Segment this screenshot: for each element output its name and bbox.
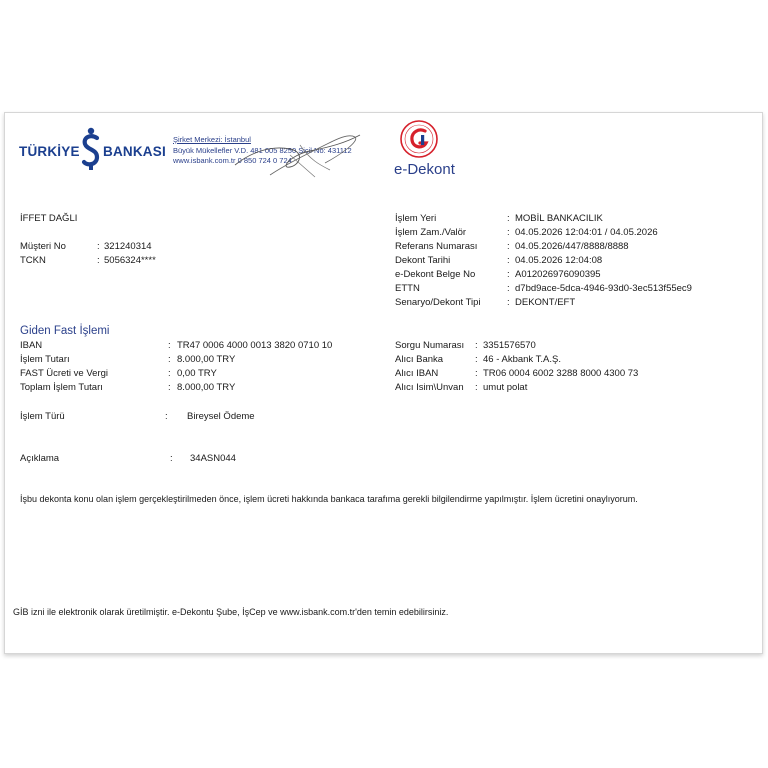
musteri-no-colon: : [97, 241, 100, 252]
info-colon: : [507, 255, 510, 266]
info-value: DEKONT/EFT [515, 297, 576, 308]
disclaimer-text: İşbu dekonta konu olan işlem gerçekleştirilmeden önce, işlem ücreti hakkında bankaca tarafıma gerekli bilgilendirme yapılmıştır. İşlem ücretini onaylıyorum. [20, 494, 638, 504]
info-colon: : [507, 241, 510, 252]
info-label: ETTN [395, 283, 420, 294]
islem-turu-colon: : [165, 411, 168, 422]
info-value: 04.05.2026/447/8888/8888 [515, 241, 629, 252]
detail-value: 46 - Akbank T.A.Ş. [483, 354, 561, 365]
detail-value: umut polat [483, 382, 528, 393]
info-value: MOBİL BANKACILIK [515, 213, 603, 224]
company-line-3: www.isbank.com.tr 0 850 724 0 724 [173, 156, 292, 165]
bank-name-left: TÜRKİYE [19, 144, 80, 159]
detail-colon: : [475, 382, 478, 393]
detail-colon: : [475, 354, 478, 365]
detail-colon: : [475, 340, 478, 351]
info-value: 04.05.2026 12:04:01 / 04.05.2026 [515, 227, 658, 238]
info-colon: : [507, 269, 510, 280]
musteri-no-value: 321240314 [104, 241, 152, 252]
detail-colon: : [475, 368, 478, 379]
detail-label: FAST Ücreti ve Vergi [20, 368, 108, 379]
musteri-no-label: Müşteri No [20, 241, 66, 252]
detail-value: 8.000,00 TRY [177, 354, 236, 365]
bank-name-right: BANKASI [103, 144, 166, 159]
info-colon: : [507, 213, 510, 224]
info-label: Senaryo/Dekont Tipi [395, 297, 481, 308]
info-label: Dekont Tarihi [395, 255, 451, 266]
company-line-2: Büyük Mükellefler V.D. 481 005 8250 Sicil No: 431112 [173, 145, 352, 155]
detail-label: Alıcı IBAN [395, 368, 439, 379]
info-label: İşlem Yeri [395, 213, 437, 224]
detail-label: IBAN [20, 340, 43, 351]
detail-colon: : [168, 354, 171, 365]
doc-type-title: e-Dekont [394, 161, 455, 178]
detail-value: 8.000,00 TRY [177, 382, 236, 393]
receipt-document [4, 112, 763, 654]
detail-colon: : [168, 368, 171, 379]
islem-turu-label: İşlem Türü [20, 411, 65, 422]
islem-turu-value: Bireysel Ödeme [187, 411, 255, 422]
detail-colon: : [168, 340, 171, 351]
info-colon: : [507, 297, 510, 308]
info-value: A012026976090395 [515, 269, 601, 280]
signature-image [230, 125, 370, 183]
company-line-1: Şirket Merkezi: İstanbul [173, 135, 251, 144]
detail-value: 3351576570 [483, 340, 536, 351]
info-value: d7bd9ace-5dca-4946-93d0-3ec513f55ec9 [515, 283, 692, 294]
detail-colon: : [168, 382, 171, 393]
detail-value: TR47 0006 4000 0013 3820 0710 10 [177, 340, 333, 351]
info-label: İşlem Zam./Valör [395, 227, 467, 238]
detail-label: Alıcı Banka [395, 354, 444, 365]
footer-text: GİB izni ile elektronik olarak üretilmiştir. e-Dekontu Şube, İşCep ve www.isbank.com.tr'den temin edebilirsiniz. [13, 607, 449, 617]
detail-value: 0,00 TRY [177, 368, 217, 379]
detail-label: Sorgu Numarası [395, 340, 465, 351]
detail-label: Toplam İşlem Tutarı [20, 382, 103, 393]
aciklama-colon: : [170, 453, 173, 464]
customer-name: İFFET DAĞLI [20, 213, 78, 224]
isbank-logo-icon [81, 127, 101, 173]
info-label: Referans Numarası [395, 241, 478, 252]
tckn-colon: : [97, 255, 100, 266]
tckn-label: TCKN [20, 255, 46, 266]
info-colon: : [507, 283, 510, 294]
detail-label: İşlem Tutarı [20, 354, 70, 365]
gib-badge-icon [399, 119, 439, 159]
aciklama-label: Açıklama [20, 453, 60, 464]
detail-label: Alıcı Isim\Unvan [395, 382, 464, 393]
tckn-value: 5056324**** [104, 255, 156, 266]
aciklama-value: 34ASN044 [190, 453, 236, 464]
info-value: 04.05.2026 12:04:08 [515, 255, 603, 266]
detail-value: TR06 0004 6002 3288 8000 4300 73 [483, 368, 639, 379]
section-title: Giden Fast İşlemi [20, 325, 110, 337]
info-label: e-Dekont Belge No [395, 269, 476, 280]
info-colon: : [507, 227, 510, 238]
